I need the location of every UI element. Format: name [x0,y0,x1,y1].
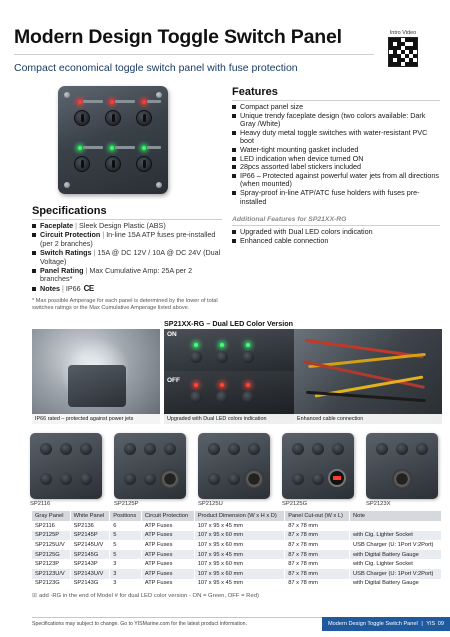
led-green-icon [78,146,82,150]
list-item: Spray-proof in-line ATP/ATC fuse holders with fuses pre-installed [232,189,442,206]
led-red-icon [220,383,224,387]
led-red-icon [194,383,198,387]
toggle-switch-icon [136,156,152,172]
page-title: Modern Design Toggle Switch Panel [14,26,342,48]
dual-led-section [32,319,442,424]
model-label: SP2125G [282,501,308,507]
additional-features-list [232,228,442,245]
table-row: SP2123G SP2143G 3 ATP Fuses 107 x 95 x 45 mm 87 x 78 mm with Digital Battery Gauge [32,579,442,589]
model-sp2125u-photo [198,433,270,499]
list-item: LED indication when device turned ON [232,155,442,164]
spec-switch-ratings: Switch Ratings | 15A @ DC 12V / 10A @ DC 24V (Dual Voltage) [32,249,222,266]
list-item: Heavy duty metal toggle switches with water-resistant PVC boot [232,129,442,146]
list-item: Compact panel size [232,103,442,112]
col-note: Note [350,511,442,521]
screw-icon [156,92,162,98]
features-heading: Features [232,86,278,98]
toggle-switch-icon [74,156,90,172]
toggle-switch-icon [105,110,121,126]
led-green-icon [142,146,146,150]
list-item: 28pcs assorted label stickers included [232,163,442,172]
cable-photo [294,329,442,424]
specifications-list [32,222,222,294]
table-row: SP2125P SP2145P 5 ATP Fuses 107 x 95 x 60 mm 87 x 78 mm with Cig. Lighter Socket [32,531,442,541]
table-header-row [32,511,442,521]
led-green-icon [110,146,114,150]
list-item: Upgraded with Dual LED colors indication [232,228,442,237]
features-list [232,103,442,206]
model-spec-table [32,511,442,588]
on-tag: ON [167,331,177,338]
specifications-divider [32,219,222,220]
models-row [30,433,442,509]
off-tag: OFF [167,377,180,384]
footer-disclaimer: Specifications may subject to change. Go to YISMarine.com for the latest product information. [32,621,248,627]
toggle-switch-icon [242,351,254,363]
list-item: Enhanced cable connection [232,237,442,246]
list-item: Unique trendy faceplate design (two colors available: Dark Gray /White) [232,112,442,129]
table-row: SP2125G SP2145G 5 ATP Fuses 107 x 95 x 45 mm 87 x 78 mm with Digital Battery Gauge [32,550,442,560]
led-green-icon [246,343,250,347]
product-photo [58,86,168,194]
on-off-photo [164,329,294,424]
led-red-icon [246,383,250,387]
features-divider [232,100,440,101]
table-row: SP2116 SP2136 6 ATP Fuses 107 x 95 x 45 mm 87 x 78 mm [32,521,442,531]
col-product-dimension: Product Dimension (W x H x D) [194,511,284,521]
col-panel-cutout: Panel Cut-out (W x L) [285,511,350,521]
led-red-icon [78,100,82,104]
footer-divider [32,617,322,618]
footer-brand: YIS [426,621,436,627]
led-red-icon [142,100,146,104]
additional-divider [232,225,440,226]
page-subtitle: Compact economical toggle switch panel with fuse protection [14,62,298,74]
title-divider [14,54,374,55]
led-green-icon [220,343,224,347]
footer-band: Modern Design Toggle Switch Panel | YIS 09 [322,617,450,631]
model-label: SP2123X [366,501,391,507]
spec-notes: Notes | IP66 CE [32,285,222,294]
col-positions: Positions [110,511,142,521]
toggle-switch-icon [190,351,202,363]
ip66-caption: IP66 rated – protected against power jets [32,414,160,424]
intro-video[interactable] [386,30,420,67]
spec-circuit-protection: Circuit Protection | In-line 15A ATP fuses pre-installed (per 2 branches) [32,231,222,248]
table-row: SP2123U/V SP2143U/V 3 ATP Fuses 107 x 95 x 60 mm 87 x 78 mm USB Charger (U: 1Port V:2Port) [32,569,442,579]
col-gray-panel: Gray Panel [32,511,70,521]
page-number: 09 [437,621,444,627]
col-circuit-protection: Circuit Protection [141,511,194,521]
model-sp2125g-photo [282,433,354,499]
led-green-icon [194,343,198,347]
list-item: Water-tight mounting gasket included [232,146,442,155]
led-red-icon [110,100,114,104]
additional-features-heading: Additional Features for SP21XX-RG [232,216,347,223]
model-label: SP2116 [30,501,51,507]
screw-icon [156,182,162,188]
model-label: SP2125U [198,501,223,507]
ce-mark-icon: CE [83,283,94,293]
model-sp2116-photo [30,433,102,499]
list-item: IP66 – Protected against powerful water jets from all directions (when mounted) [232,172,442,189]
footer-section: Modern Design Toggle Switch Panel [328,621,418,627]
toggle-switch-icon [190,391,202,403]
spec-footnote: * Max possible Amperage for each panel is determined by the lower of total switches ratings or the Max Cumulative Amperage listed above. [32,298,218,311]
toggle-switch-icon [242,391,254,403]
table-row: SP2125U/V SP2145U/V 5 ATP Fuses 107 x 95 x 60 mm 87 x 78 mm USB Charger (U: 1Port V:2Port) [32,540,442,550]
model-label: SP2125P [114,501,139,507]
table-row: SP2123P SP2143P 3 ATP Fuses 107 x 95 x 60 mm 87 x 78 mm with Cig. Lighter Socket [32,559,442,569]
intro-video-label: Intro Video [389,30,417,36]
model-sp2125p-photo [114,433,186,499]
toggle-switch-icon [216,351,228,363]
specifications-heading: Specifications [32,205,107,217]
toggle-switch-icon [74,110,90,126]
qr-code-icon[interactable] [388,37,418,67]
toggle-switch-icon [216,391,228,403]
cable-caption: Enhanced cable connection [294,414,442,424]
screw-icon [64,92,70,98]
ip66-photo [32,329,160,424]
indication-caption: Upgraded with Dual LED colors indication [164,414,294,424]
dual-led-title: SP21XX-RG – Dual LED Color Version [164,319,294,328]
spec-faceplate: Faceplate | Sleek Design Plastic (ABS) [32,222,222,231]
col-white-panel: White Panel [70,511,110,521]
model-sp2123x-photo [366,433,438,499]
table-note: ⊞ add -RG in the end of Model # for dual LED color version - ON = Green, OFF = Red) [32,593,259,599]
toggle-switch-icon [105,156,121,172]
note-icon: ⊞ [32,593,37,599]
toggle-switch-icon [136,110,152,126]
spec-panel-rating: Panel Rating | Max Cumulative Amp: 25A per 2 branches* [32,267,222,284]
screw-icon [64,182,70,188]
